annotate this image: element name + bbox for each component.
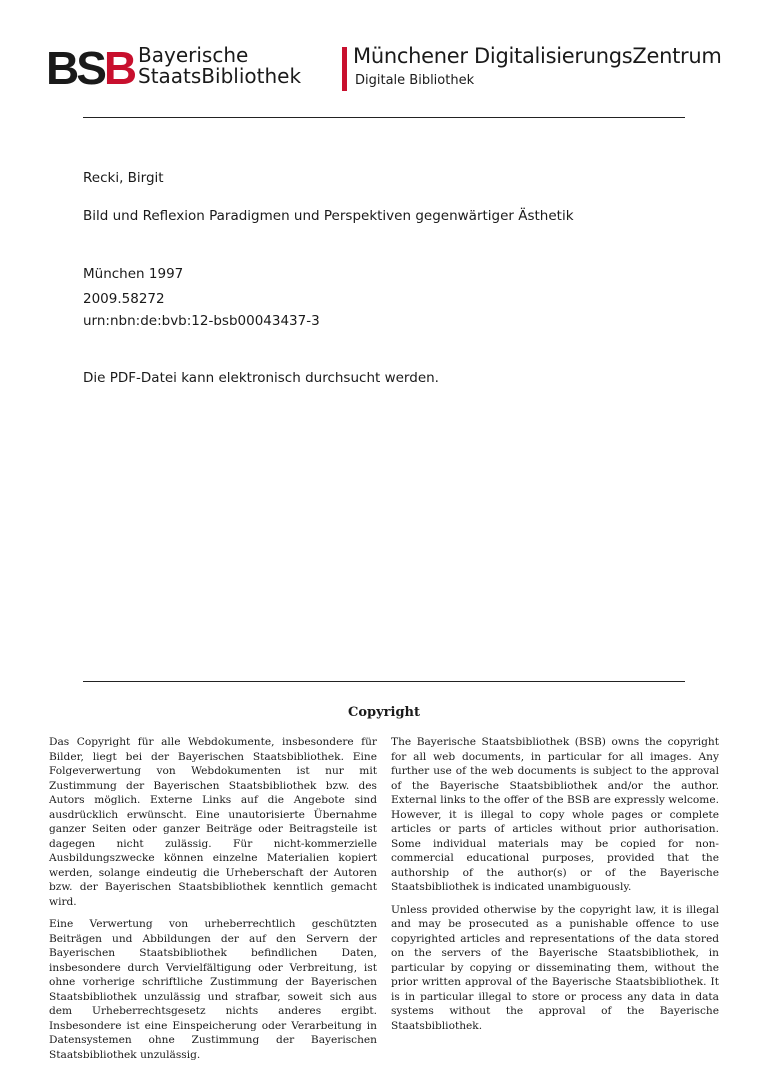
bsb-logo: BSB — [46, 42, 135, 94]
author: Recki, Birgit — [83, 170, 164, 186]
copyright-english — [391, 735, 719, 1041]
copyright-german-para-1: Das Copyright für alle Webdokumente, insbesondere für Bilder, liegt bei der Bayerischen Staatsbibliothek. Eine Folgeverwertung von Webdokumenten ist nur mit Zustimmung der Bayerischen Staatsbibliothek bzw. des Autors möglich. Externe Links auf die Angebote sind ausdrücklich erwünscht. Eine unautorisierte Übernahme ganzer Seiten oder ganzer Beiträge oder Beitragsteile ist dagegen nicht zulässig. Für nicht-kommerzielle Ausbildungszwecke können einzelne Materialien kopiert werden, solange eindeutig die Urheberschaft der Autoren bzw. der Bayerischen Staatsbibliothek kenntlich gemacht wird. — [49, 736, 377, 908]
top-divider — [83, 117, 685, 118]
bsb-name-line2: StaatsBibliothek — [138, 64, 302, 88]
mdz-title: Münchener DigitalisierungsZentrum — [353, 44, 722, 68]
bsb-wordmark — [138, 45, 301, 87]
signature: 2009.58272 — [83, 291, 165, 307]
copyright-german — [49, 735, 377, 1070]
bsb-name-line1: Bayerische — [138, 43, 249, 67]
copyright-english-para-1: The Bayerische Staatsbibliothek (BSB) owns the copyright for all web documents, in particular for all images. Any further use of the web documents is subject to the approval of the Bayerische Staatsbibliothek and/or the author. External links to the offer of the BSB are expressly welcome. However, it is illegal to copy whole pages or complete articles or parts of articles without prior authorisation. Some individual materials may be copied for non-commercial educational purposes, provided that the authorship of the author(s) or of the Bayerische Staatsbibliothek is indicated unambiguously. — [391, 736, 719, 893]
bottom-divider — [83, 681, 685, 682]
copyright-german-para-2: Eine Verwertung von urheberrechtlich geschützten Beiträgen und Abbildungen der auf den Servern der Bayerischen Staatsbibliothek befindlichen Daten, insbesondere durch Vervielfältigung oder Verbreitung, ist ohne vorherige schriftliche Zustimmung der Bayerischen Staatsbibliothek unzulässig und strafbar, soweit sich aus dem Urheberrechtsgesetz nichts anderes ergibt. Insbesondere ist eine Einspeicherung oder Verarbeitung in Datensystemen ohne Zustimmung der Bayerischen Staatsbibliothek unzulässig. — [49, 918, 377, 1061]
search-note: Die PDF-Datei kann elektronisch durchsucht werden. — [83, 370, 439, 386]
copyright-english-para-2: Unless provided otherwise by the copyright law, it is illegal and may be prosecuted as a punishable offence to use copyrighted articles and representations of the data stored on the servers of the Bayerische Staatsbibliothek, in particular by copying or disseminating them, without the prior written approval of the Bayerische Staatsbibliothek. It is in particular illegal to store or process any data in data systems without the approval of the Bayerische Staatsbibliothek. — [391, 903, 719, 1032]
urn: urn:nbn:de:bvb:12-bsb00043437-3 — [83, 313, 320, 329]
mdz-accent-bar — [342, 47, 347, 91]
copyright-heading: Copyright — [348, 705, 420, 720]
mdz-subtitle: Digitale Bibliothek — [355, 73, 475, 88]
page-header — [0, 0, 768, 110]
document-title: Bild und Reflexion Paradigmen und Perspektiven gegenwärtiger Ästhetik — [83, 208, 574, 224]
place-year: München 1997 — [83, 266, 184, 282]
